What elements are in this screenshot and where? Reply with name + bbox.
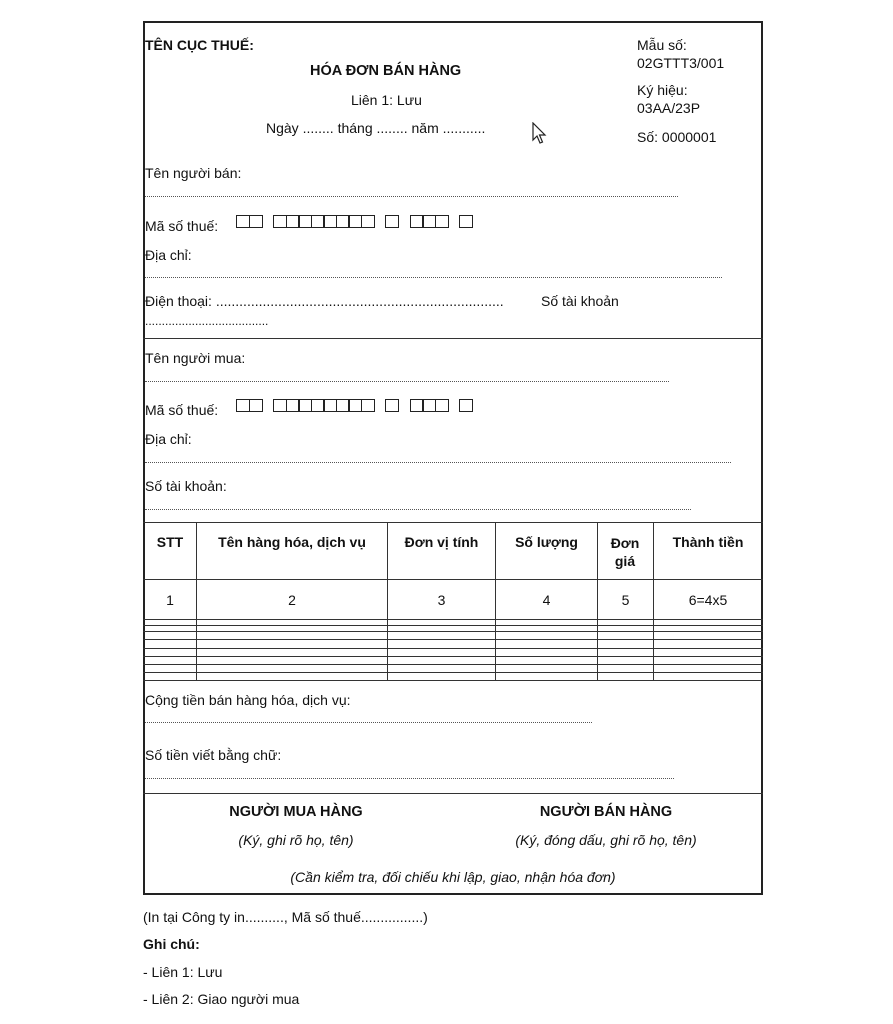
table-header-bottom xyxy=(143,579,763,580)
table-top-line xyxy=(143,522,763,523)
seller-name-label: Tên người bán: xyxy=(145,165,242,181)
table-row xyxy=(143,625,763,626)
buyer-tax-label: Mã số thuế: xyxy=(145,402,219,418)
check-note: (Cần kiểm tra, đối chiếu khi lập, giao, nhận hóa đơn) xyxy=(290,869,616,885)
buyer-tax-boxes xyxy=(236,399,472,412)
amount-in-words-label: Số tiền viết bằng chữ: xyxy=(145,747,282,763)
copy-label: Liên 1: Lưu xyxy=(351,92,422,108)
buyer-name-label: Tên người mua: xyxy=(145,350,246,366)
invoice-title: HÓA ĐƠN BÁN HÀNG xyxy=(310,63,462,79)
table-index-cell: 2 xyxy=(288,592,296,608)
mouse-cursor-icon xyxy=(532,122,548,146)
seller-signature-title: NGƯỜI BÁN HÀNG xyxy=(539,804,673,820)
tax-agency-label: TÊN CỤC THUẾ: xyxy=(145,37,254,53)
form-value: 02GTTT3/001 xyxy=(637,55,725,71)
table-index-cell: 6=4x5 xyxy=(688,592,728,608)
note-copy-1: - Liên 1: Lưu xyxy=(143,964,223,980)
seller-account-label: Số tài khoản xyxy=(541,293,619,309)
table-row xyxy=(143,656,763,657)
table-header-name: Tên hàng hóa, dịch vụ xyxy=(218,534,366,550)
sum-label: Cộng tiền bán hàng hóa, dịch vụ: xyxy=(145,692,351,708)
invoice-number: Số: 0000001 xyxy=(637,129,717,145)
invoice-frame xyxy=(143,21,763,895)
table-header-unit: Đơn vị tính xyxy=(404,534,479,550)
signature-divider xyxy=(143,793,763,794)
buyer-account-label: Số tài khoản: xyxy=(145,478,227,494)
seller-address-dots xyxy=(145,277,722,278)
table-index-cell: 4 xyxy=(542,592,551,608)
date-line: Ngày ........ tháng ........ năm ........... xyxy=(266,120,486,136)
sum-dots xyxy=(145,722,592,723)
seller-phone-line: Điện thoại: .......................................................................... xyxy=(145,293,504,309)
notes-title: Ghi chú: xyxy=(143,936,200,952)
symbol-value: 03AA/23P xyxy=(637,100,701,116)
table-row xyxy=(143,648,763,649)
table-row xyxy=(143,672,763,673)
seller-tax-label: Mã số thuế: xyxy=(145,218,219,234)
table-header-amount: Thành tiền xyxy=(672,534,744,550)
seller-signature-note: (Ký, đóng dấu, ghi rõ họ, tên) xyxy=(515,832,697,848)
form-label: Mẫu số: xyxy=(637,37,687,53)
buyer-address-label: Địa chỉ: xyxy=(145,431,192,447)
table-row xyxy=(143,664,763,665)
buyer-account-dots xyxy=(145,509,691,510)
table-row xyxy=(143,639,763,640)
seller-account-dots: ..................................... xyxy=(145,314,269,328)
buyer-name-dots xyxy=(145,381,669,382)
seller-divider xyxy=(143,338,763,339)
table-header-stt: STT xyxy=(156,534,184,550)
table-row xyxy=(143,619,763,620)
buyer-address-dots xyxy=(145,462,731,463)
note-copy-2: - Liên 2: Giao người mua xyxy=(143,991,300,1007)
table-bottom-line xyxy=(143,680,763,681)
seller-tax-boxes xyxy=(236,215,472,228)
seller-address-label: Địa chỉ: xyxy=(145,247,192,263)
table-header-quantity: Số lượng xyxy=(515,534,578,550)
buyer-signature-title: NGƯỜI MUA HÀNG xyxy=(229,804,363,820)
symbol-label: Ký hiệu: xyxy=(637,82,688,98)
table-index-cell: 1 xyxy=(166,592,174,608)
table-index-cell: 3 xyxy=(437,592,446,608)
table-index-cell: 5 xyxy=(621,592,630,608)
buyer-signature-note: (Ký, ghi rõ họ, tên) xyxy=(238,832,354,848)
amount-in-words-dots xyxy=(145,778,674,779)
printed-by-note: (In tại Công ty in.........., Mã số thuế................) xyxy=(143,909,428,925)
seller-name-dots xyxy=(145,196,678,197)
table-header-unit-price: Đơn giá xyxy=(610,535,640,569)
table-row xyxy=(143,631,763,632)
